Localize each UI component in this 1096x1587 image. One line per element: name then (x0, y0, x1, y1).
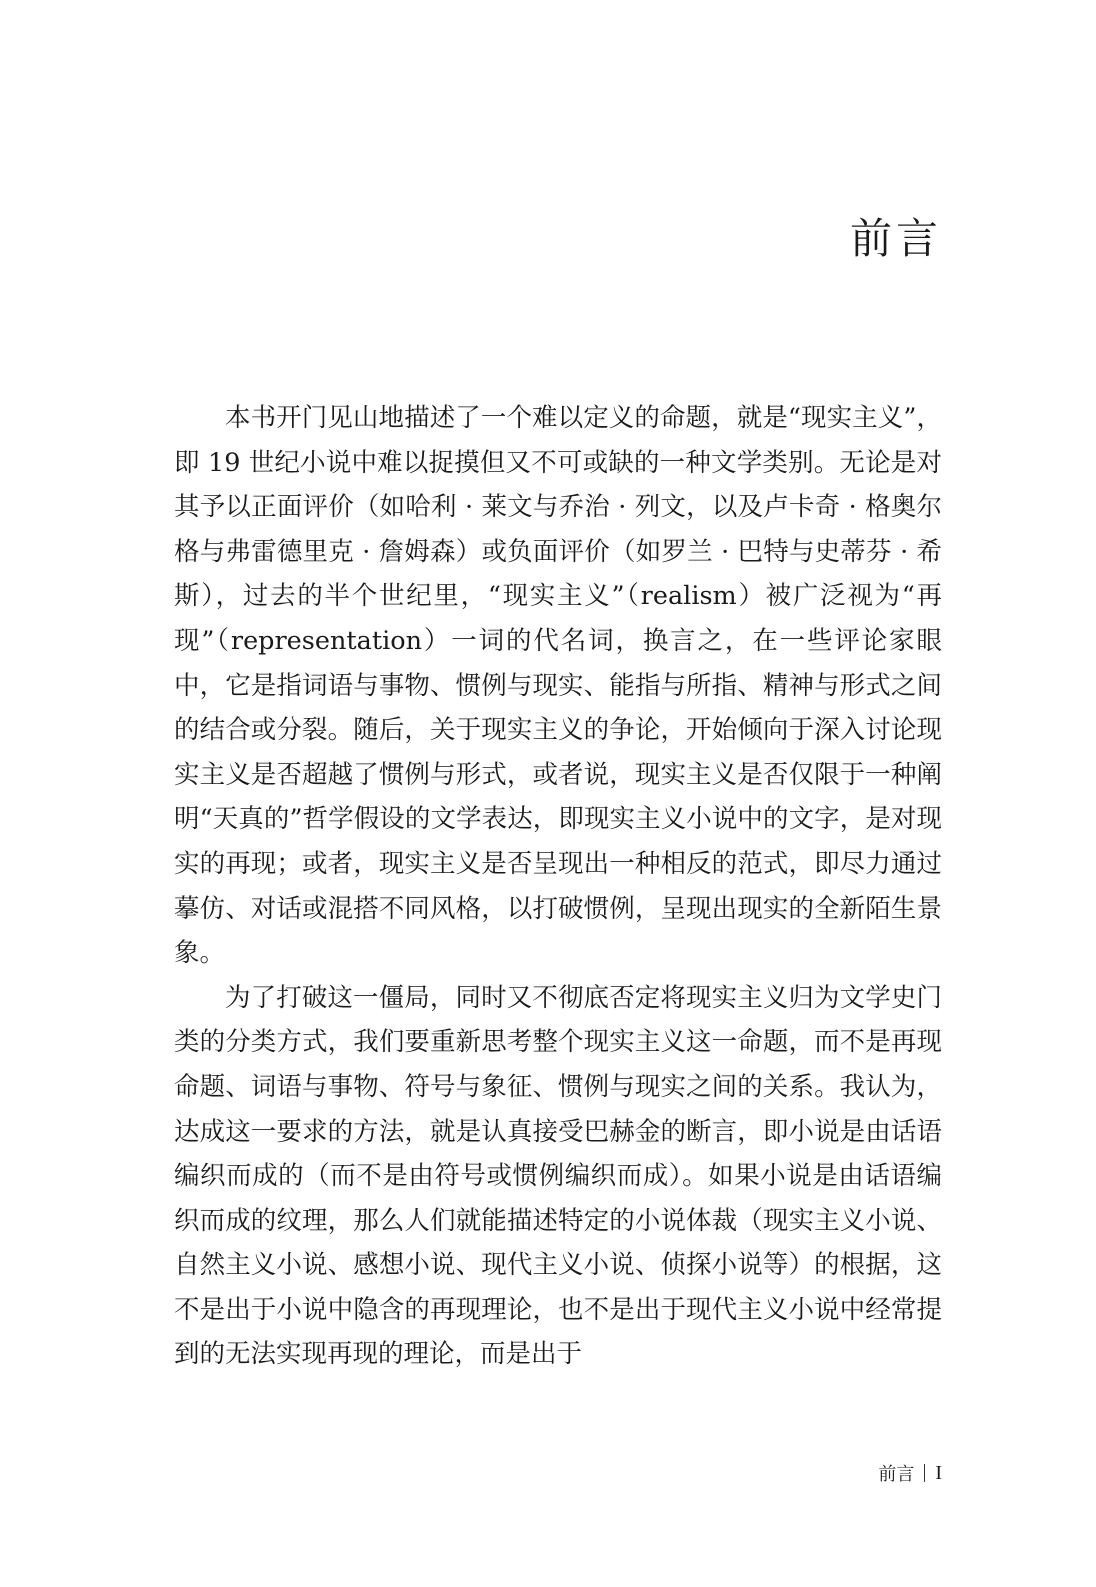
footer-divider (924, 1464, 925, 1482)
page-number: I (935, 1461, 942, 1484)
paragraph: 为了打破这一僵局，同时又不彻底否定将现实主义归为文学史门类的分类方式，我们要重新思考整个现实主义这一命题，而不是再现命题、词语与事物、符号与象征、惯例与现实之间的关系。我认为，达成这一要求的方法，就是认真接受巴赫金的断言，即小说是由话语编织而成的（而不是由符号或惯例编织而成）。如果小说是由话语编织而成的纹理，那么人们就能描述特定的小说体裁（现实主义小说、自然主义小说、感想小说、现代主义小说、侦探小说等）的根据，这不是出于小说中隐含的再现理论，也不是出于现代主义小说中经常提到的无法实现再现的理论，而是出于 (174, 982, 942, 1370)
paragraph: 本书开门见山地描述了一个难以定义的命题，就是“现实主义”，即 19 世纪小说中难以捉摸但又不可或缺的一种文学类别。无论是对其予以正面评价（如哈利 · 莱文与乔治 · 列文，以及卢卡奇 · 格奥尔格与弗雷德里克 · 詹姆森）或负面评价（如罗兰 · 巴特与史蒂芬 · 希斯），过去的半个世纪里，“现实主义”（realism）被广泛视为“再现”（representation）一词的代名词，换言之，在一些评论家眼中，它是指词语与事物、惯例与现实、能指与所指、精神与形式之间的结合或分裂。随后，关于现实主义的争论，开始倾向于深入讨论现实主义是否超越了惯例与形式，或者说，现实主义是否仅限于一种阐明“天真的”哲学假设的文学表达，即现实主义小说中的文字，是对现实的再现；或者，现实主义是否呈现出一种相反的范式，即尽力通过摹仿、对话或混搭不同风格，以打破惯例，呈现出现实的全新陌生景象。 (174, 403, 942, 969)
body-text (174, 396, 942, 1377)
running-head: 前言 (878, 1464, 915, 1485)
page-title: 前言 (849, 214, 942, 263)
page-footer (878, 1460, 942, 1486)
